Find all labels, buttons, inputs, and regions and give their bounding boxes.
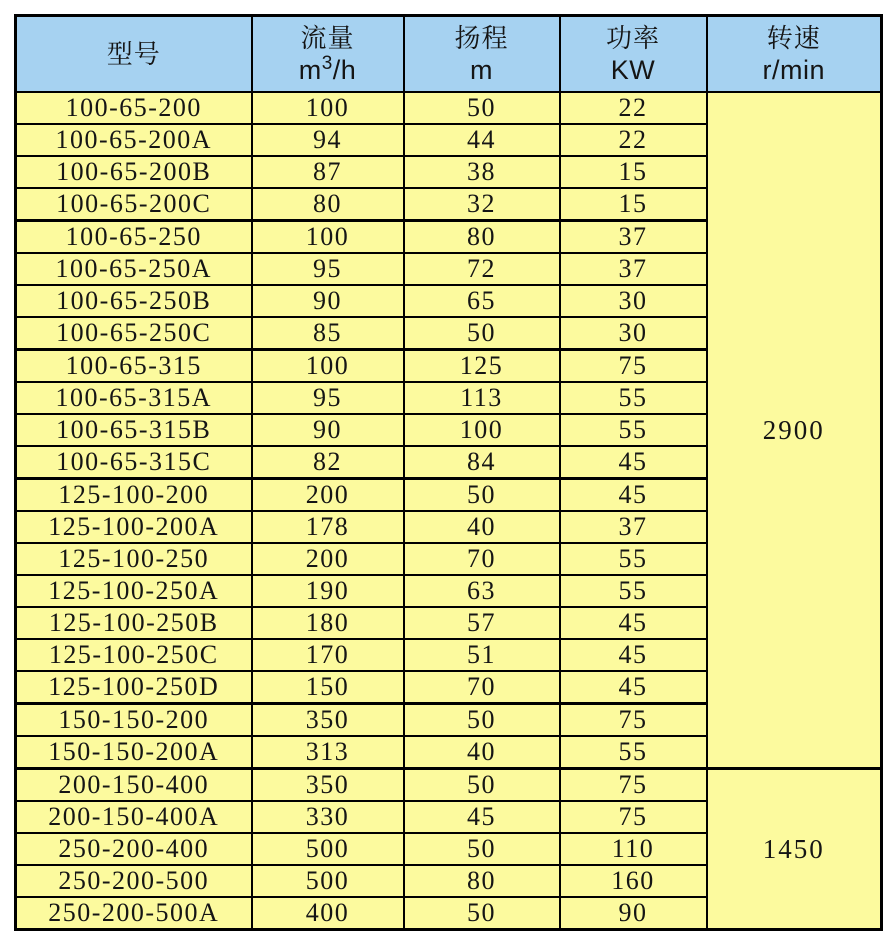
- flow-cell: 178: [252, 511, 404, 543]
- model-cell: 100-65-200: [16, 92, 252, 124]
- header-cell-head: [404, 16, 560, 93]
- model-cell: 125-100-250B: [16, 607, 252, 639]
- model-cell: 100-65-315C: [16, 446, 252, 479]
- head-cell: 45: [404, 801, 560, 833]
- table-header: [16, 16, 882, 93]
- power-cell: 160: [560, 865, 707, 897]
- power-cell: 30: [560, 285, 707, 317]
- header-power-title: 功率: [605, 23, 660, 53]
- speed-group-cell: 1450: [707, 769, 882, 930]
- header-cell-model: [16, 16, 252, 93]
- power-cell: 37: [560, 253, 707, 285]
- head-cell: 80: [404, 221, 560, 254]
- model-cell: 125-100-250C: [16, 639, 252, 671]
- flow-cell: 95: [252, 382, 404, 414]
- head-cell: 72: [404, 253, 560, 285]
- flow-cell: 85: [252, 317, 404, 350]
- model-cell: 200-150-400A: [16, 801, 252, 833]
- model-cell: 100-65-200C: [16, 188, 252, 221]
- head-cell: 125: [404, 350, 560, 383]
- model-cell: 125-100-250D: [16, 671, 252, 704]
- power-cell: 37: [560, 221, 707, 254]
- flow-cell: 190: [252, 575, 404, 607]
- table-row: [16, 769, 882, 802]
- head-cell: 50: [404, 317, 560, 350]
- power-cell: 75: [560, 704, 707, 737]
- header-cell-power: [560, 16, 707, 93]
- head-cell: 40: [404, 736, 560, 769]
- power-cell: 55: [560, 414, 707, 446]
- head-cell: 70: [404, 543, 560, 575]
- flow-cell: 400: [252, 897, 404, 930]
- flow-cell: 100: [252, 221, 404, 254]
- power-cell: 45: [560, 671, 707, 704]
- flow-cell: 95: [252, 253, 404, 285]
- model-cell: 100-65-250B: [16, 285, 252, 317]
- header-speed-unit: r/min: [762, 55, 825, 85]
- model-cell: 250-200-500A: [16, 897, 252, 930]
- power-cell: 30: [560, 317, 707, 350]
- head-cell: 80: [404, 865, 560, 897]
- model-cell: 250-200-500: [16, 865, 252, 897]
- power-cell: 110: [560, 833, 707, 865]
- head-cell: 100: [404, 414, 560, 446]
- power-cell: 22: [560, 92, 707, 124]
- power-cell: 55: [560, 543, 707, 575]
- header-cell-flow: [252, 16, 404, 93]
- head-cell: 50: [404, 479, 560, 512]
- power-cell: 22: [560, 124, 707, 156]
- header-flow-unit: $m^3/h$: [298, 53, 357, 85]
- model-cell: 100-65-200B: [16, 156, 252, 188]
- header-head-title: 扬程: [454, 23, 509, 53]
- head-cell: 57: [404, 607, 560, 639]
- head-cell: 40: [404, 511, 560, 543]
- power-cell: 15: [560, 188, 707, 221]
- speed-group-cell: 2900: [707, 92, 882, 769]
- head-cell: 51: [404, 639, 560, 671]
- power-cell: 75: [560, 350, 707, 383]
- model-cell: 100-65-315A: [16, 382, 252, 414]
- header-row: [16, 16, 882, 93]
- header-model-title: 型号: [106, 39, 161, 69]
- head-cell: 50: [404, 769, 560, 802]
- power-cell: 75: [560, 801, 707, 833]
- head-cell: 44: [404, 124, 560, 156]
- flow-cell: 500: [252, 865, 404, 897]
- flow-cell: 180: [252, 607, 404, 639]
- head-cell: 50: [404, 897, 560, 930]
- power-cell: 90: [560, 897, 707, 930]
- model-cell: 100-65-315: [16, 350, 252, 383]
- power-cell: 37: [560, 511, 707, 543]
- flow-cell: 100: [252, 92, 404, 124]
- header-head-unit: m: [470, 55, 493, 85]
- model-cell: 100-65-250A: [16, 253, 252, 285]
- power-cell: 55: [560, 736, 707, 769]
- flow-cell: 90: [252, 414, 404, 446]
- head-cell: 70: [404, 671, 560, 704]
- flow-cell: 87: [252, 156, 404, 188]
- model-cell: 250-200-400: [16, 833, 252, 865]
- power-cell: 55: [560, 382, 707, 414]
- power-cell: 45: [560, 446, 707, 479]
- header-flow-title: 流量: [300, 23, 355, 53]
- flow-cell: 350: [252, 704, 404, 737]
- model-cell: 125-100-250A: [16, 575, 252, 607]
- flow-cell: 200: [252, 543, 404, 575]
- head-cell: 38: [404, 156, 560, 188]
- flow-cell: 330: [252, 801, 404, 833]
- power-cell: 45: [560, 639, 707, 671]
- table-row: [16, 92, 882, 124]
- head-cell: 65: [404, 285, 560, 317]
- head-cell: 113: [404, 382, 560, 414]
- flow-cell: 100: [252, 350, 404, 383]
- power-cell: 45: [560, 607, 707, 639]
- model-cell: 100-65-315B: [16, 414, 252, 446]
- flow-cell: 82: [252, 446, 404, 479]
- flow-cell: 94: [252, 124, 404, 156]
- table-body: [16, 92, 882, 930]
- power-cell: 75: [560, 769, 707, 802]
- head-cell: 50: [404, 704, 560, 737]
- head-cell: 50: [404, 833, 560, 865]
- model-cell: 100-65-250: [16, 221, 252, 254]
- flow-cell: 200: [252, 479, 404, 512]
- header-power-unit: KW: [610, 55, 656, 85]
- flow-cell: 500: [252, 833, 404, 865]
- model-cell: 125-100-200: [16, 479, 252, 512]
- pump-spec-table: [14, 14, 883, 931]
- model-cell: 125-100-250: [16, 543, 252, 575]
- flow-cell: 90: [252, 285, 404, 317]
- model-cell: 200-150-400: [16, 769, 252, 802]
- header-cell-speed: [707, 16, 882, 93]
- flow-cell: 170: [252, 639, 404, 671]
- head-cell: 63: [404, 575, 560, 607]
- model-cell: 100-65-250C: [16, 317, 252, 350]
- power-cell: 55: [560, 575, 707, 607]
- power-cell: 45: [560, 479, 707, 512]
- head-cell: 50: [404, 92, 560, 124]
- model-cell: 125-100-200A: [16, 511, 252, 543]
- model-cell: 150-150-200: [16, 704, 252, 737]
- power-cell: 15: [560, 156, 707, 188]
- flow-cell: 313: [252, 736, 404, 769]
- flow-cell: 80: [252, 188, 404, 221]
- model-cell: 150-150-200A: [16, 736, 252, 769]
- head-cell: 32: [404, 188, 560, 221]
- model-cell: 100-65-200A: [16, 124, 252, 156]
- flow-cell: 350: [252, 769, 404, 802]
- head-cell: 84: [404, 446, 560, 479]
- header-speed-title: 转速: [766, 23, 821, 53]
- flow-cell: 150: [252, 671, 404, 704]
